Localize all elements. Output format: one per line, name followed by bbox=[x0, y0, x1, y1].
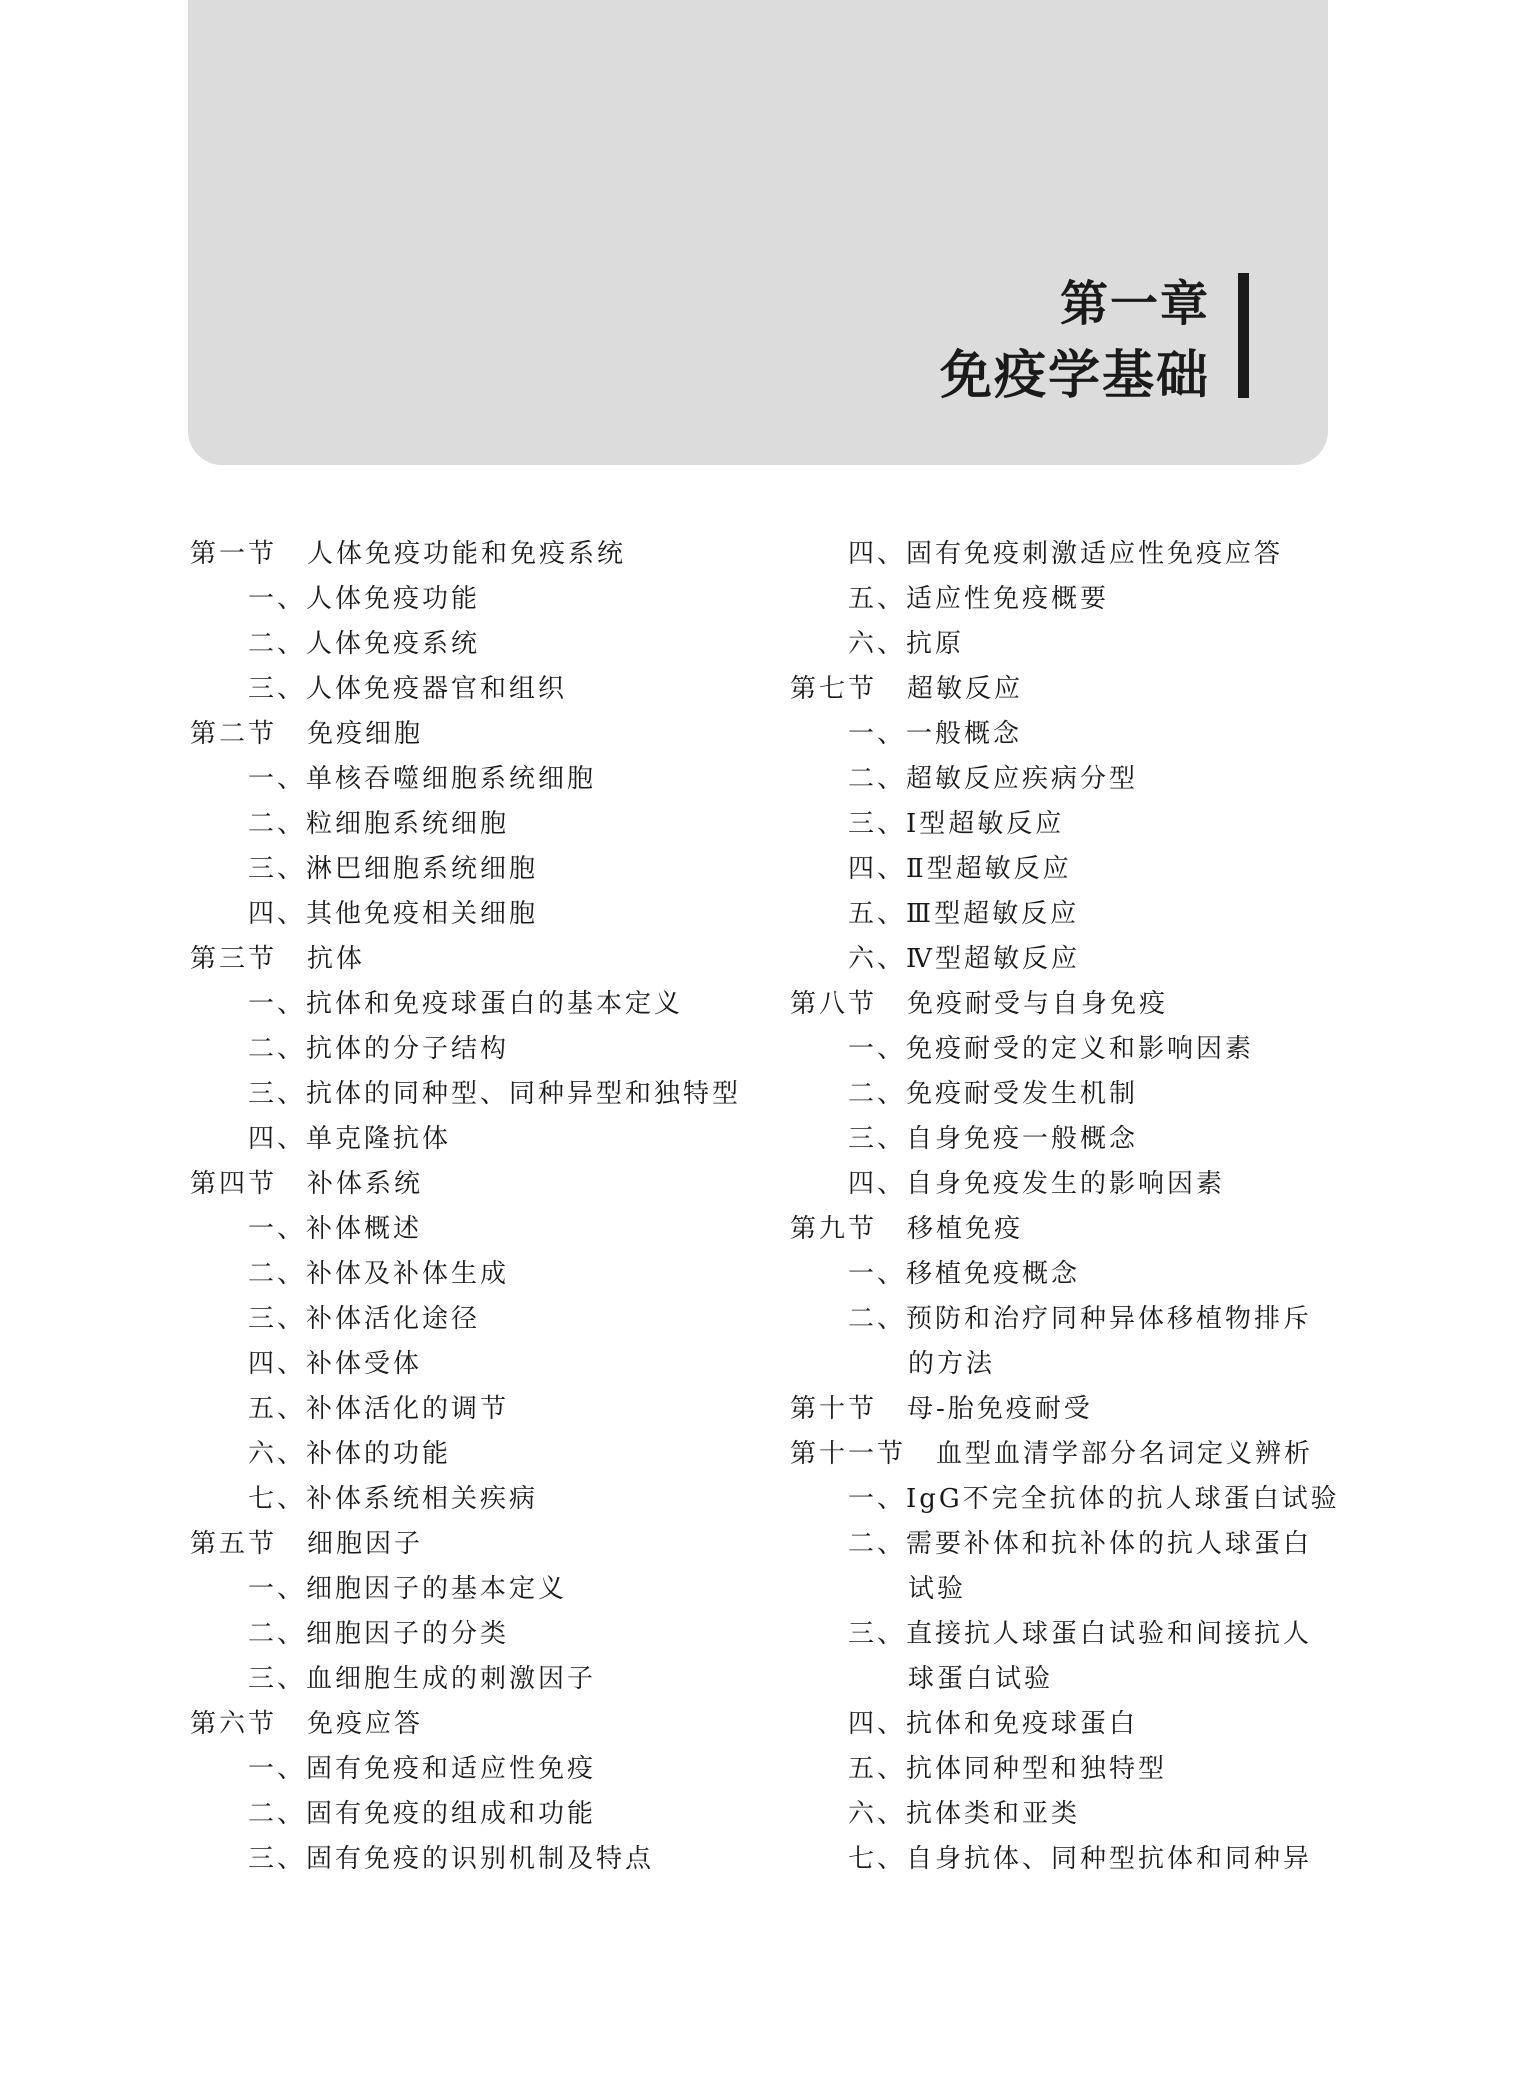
section-number: 第二节 bbox=[190, 719, 278, 749]
toc-subsection-entry[interactable] bbox=[790, 1252, 1330, 1297]
entry-text: 四、固有免疫刺激适应性免疫应答 bbox=[848, 539, 1284, 569]
entry-text: 二、固有免疫的组成和功能 bbox=[248, 1799, 597, 1829]
section-title: 细胞因子 bbox=[307, 1529, 424, 1559]
entry-text: 三、人体免疫器官和组织 bbox=[248, 674, 568, 704]
entry-text: 一、单核吞噬细胞系统细胞 bbox=[248, 764, 597, 794]
toc-subsection-entry[interactable] bbox=[190, 667, 750, 712]
toc-subsection-entry[interactable] bbox=[790, 802, 1330, 847]
toc-section-entry[interactable] bbox=[190, 532, 750, 577]
entry-text: 三、血细胞生成的刺激因子 bbox=[248, 1664, 597, 1694]
toc-subsection-entry[interactable] bbox=[190, 757, 750, 802]
section-number: 第四节 bbox=[190, 1169, 278, 1199]
entry-text: 一、抗体和免疫球蛋白的基本定义 bbox=[248, 989, 684, 1019]
entry-text: 五、抗体同种型和独特型 bbox=[848, 1754, 1168, 1784]
toc-subsection-entry[interactable] bbox=[790, 1027, 1330, 1072]
section-number: 第七节 bbox=[790, 674, 878, 704]
toc-subsection-entry[interactable] bbox=[190, 892, 750, 937]
entry-text: 四、补体受体 bbox=[248, 1349, 423, 1379]
toc-subsection-entry[interactable] bbox=[190, 1837, 750, 1882]
toc-section-entry[interactable] bbox=[790, 1387, 1330, 1432]
toc-subsection-entry[interactable] bbox=[790, 1117, 1330, 1162]
toc-subsection-entry[interactable] bbox=[190, 982, 750, 1027]
toc-subsection-entry[interactable] bbox=[190, 1792, 750, 1837]
entry-text: 三、固有免疫的识别机制及特点 bbox=[248, 1844, 655, 1874]
section-title: 抗体 bbox=[307, 944, 366, 974]
toc-subsection-entry[interactable] bbox=[790, 1162, 1330, 1207]
toc-subsection-entry[interactable] bbox=[790, 1612, 1330, 1657]
toc-right-column bbox=[790, 532, 1340, 1882]
section-title: 免疫细胞 bbox=[307, 719, 424, 749]
entry-text: 三、淋巴细胞系统细胞 bbox=[248, 854, 539, 884]
section-title: 血型血清学部分名词定义辨析 bbox=[936, 1439, 1314, 1469]
toc-section-entry[interactable] bbox=[790, 1207, 1330, 1252]
toc-subsection-entry[interactable] bbox=[790, 1792, 1330, 1837]
toc-subsection-entry[interactable] bbox=[190, 802, 750, 847]
toc-section-entry[interactable] bbox=[790, 1432, 1330, 1477]
chapter-accent-bar bbox=[1238, 273, 1249, 398]
toc-subsection-entry[interactable] bbox=[190, 1252, 750, 1297]
toc-subsection-entry[interactable] bbox=[790, 1837, 1330, 1882]
entry-text: 四、单克隆抗体 bbox=[248, 1124, 452, 1154]
toc-subsection-entry[interactable] bbox=[190, 577, 750, 622]
toc-subsection-entry[interactable] bbox=[790, 1072, 1330, 1117]
entry-text: 三、自身免疫一般概念 bbox=[848, 1124, 1139, 1154]
toc-subsection-entry[interactable] bbox=[190, 1117, 750, 1162]
entry-text: 二、超敏反应疾病分型 bbox=[848, 764, 1139, 794]
entry-text: 一、补体概述 bbox=[248, 1214, 423, 1244]
toc-subsection-entry[interactable] bbox=[790, 1522, 1330, 1567]
entry-text: 二、免疫耐受发生机制 bbox=[848, 1079, 1139, 1109]
entry-text: 二、细胞因子的分类 bbox=[248, 1619, 510, 1649]
toc-subsection-entry[interactable] bbox=[790, 757, 1330, 802]
entry-text: 试验 bbox=[908, 1574, 967, 1604]
toc-subsection-entry[interactable] bbox=[790, 712, 1330, 757]
entry-text: 二、需要补体和抗补体的抗人球蛋白 bbox=[848, 1529, 1313, 1559]
entry-text: 三、抗体的同种型、同种异型和独特型 bbox=[248, 1079, 742, 1109]
section-number: 第一节 bbox=[190, 539, 278, 569]
entry-text: 一、细胞因子的基本定义 bbox=[248, 1574, 568, 1604]
section-number: 第十一节 bbox=[790, 1439, 907, 1469]
entry-text: 四、Ⅱ型超敏反应 bbox=[848, 854, 1072, 884]
section-title: 移植免疫 bbox=[907, 1214, 1024, 1244]
toc-subsection-entry[interactable] bbox=[790, 892, 1330, 937]
toc-subsection-entry[interactable] bbox=[190, 1207, 750, 1252]
section-title: 免疫应答 bbox=[307, 1709, 424, 1739]
toc-section-entry[interactable] bbox=[190, 1702, 750, 1747]
entry-text: 三、直接抗人球蛋白试验和间接抗人 bbox=[848, 1619, 1313, 1649]
section-title: 补体系统 bbox=[307, 1169, 424, 1199]
toc-subsection-entry[interactable] bbox=[190, 1612, 750, 1657]
entry-text: 一、一般概念 bbox=[848, 719, 1023, 749]
toc-subsection-entry[interactable] bbox=[790, 847, 1330, 892]
chapter-number: 第一章 bbox=[1059, 276, 1210, 332]
entry-text: 六、补体的功能 bbox=[248, 1439, 452, 1469]
entry-text: 二、预防和治疗同种异体移植物排斥 bbox=[848, 1304, 1313, 1334]
toc-subsection-entry[interactable] bbox=[190, 1567, 750, 1612]
toc-section-entry[interactable] bbox=[190, 1522, 750, 1567]
entry-text: 二、粒细胞系统细胞 bbox=[248, 809, 510, 839]
section-title: 超敏反应 bbox=[907, 674, 1024, 704]
toc-subsection-entry[interactable] bbox=[790, 1747, 1330, 1792]
toc-entry-continuation[interactable] bbox=[790, 1342, 1330, 1387]
toc-subsection-entry[interactable] bbox=[790, 937, 1330, 982]
entry-text: 七、补体系统相关疾病 bbox=[248, 1484, 539, 1514]
toc-subsection-entry[interactable] bbox=[790, 532, 1330, 577]
entry-text: 球蛋白试验 bbox=[908, 1664, 1054, 1694]
entry-text: 四、抗体和免疫球蛋白 bbox=[848, 1709, 1139, 1739]
entry-text: 二、补体及补体生成 bbox=[248, 1259, 510, 1289]
section-number: 第三节 bbox=[190, 944, 278, 974]
section-number: 第五节 bbox=[190, 1529, 278, 1559]
entry-text: 一、人体免疫功能 bbox=[248, 584, 481, 614]
toc-subsection-entry[interactable] bbox=[190, 1657, 750, 1702]
toc-section-entry[interactable] bbox=[790, 982, 1330, 1027]
toc-subsection-entry[interactable] bbox=[790, 622, 1330, 667]
entry-text: 一、移植免疫概念 bbox=[848, 1259, 1081, 1289]
entry-text: 二、人体免疫系统 bbox=[248, 629, 481, 659]
toc-subsection-entry[interactable] bbox=[190, 847, 750, 892]
entry-text: 一、免疫耐受的定义和影响因素 bbox=[848, 1034, 1255, 1064]
toc-subsection-entry[interactable] bbox=[790, 1477, 1340, 1522]
toc-subsection-entry[interactable] bbox=[790, 577, 1330, 622]
chapter-heading bbox=[940, 272, 1210, 416]
toc-subsection-entry[interactable] bbox=[190, 1342, 750, 1387]
entry-text: 一、固有免疫和适应性免疫 bbox=[248, 1754, 597, 1784]
entry-text: 四、自身免疫发生的影响因素 bbox=[848, 1169, 1226, 1199]
entry-text: 四、其他免疫相关细胞 bbox=[248, 899, 539, 929]
toc-subsection-entry[interactable] bbox=[790, 1297, 1330, 1342]
toc-section-entry[interactable] bbox=[190, 712, 750, 757]
section-number: 第八节 bbox=[790, 989, 878, 1019]
toc-section-entry[interactable] bbox=[190, 937, 750, 982]
toc-entry-continuation[interactable] bbox=[790, 1567, 1330, 1612]
entry-text: 三、补体活化途径 bbox=[248, 1304, 481, 1334]
section-title: 免疫耐受与自身免疫 bbox=[907, 989, 1169, 1019]
entry-text: 三、Ⅰ型超敏反应 bbox=[848, 809, 1065, 839]
toc-subsection-entry[interactable] bbox=[190, 1432, 750, 1477]
toc-subsection-entry[interactable] bbox=[190, 1027, 750, 1072]
entry-text: 五、补体活化的调节 bbox=[248, 1394, 510, 1424]
section-number: 第六节 bbox=[190, 1709, 278, 1739]
section-number: 第十节 bbox=[790, 1394, 878, 1424]
entry-text: 二、抗体的分子结构 bbox=[248, 1034, 510, 1064]
toc-section-entry[interactable] bbox=[190, 1162, 750, 1207]
toc-left-column bbox=[190, 532, 750, 1882]
toc-subsection-entry[interactable] bbox=[790, 1702, 1330, 1747]
entry-text: 六、抗体类和亚类 bbox=[848, 1799, 1081, 1829]
toc-subsection-entry[interactable] bbox=[190, 1072, 750, 1117]
chapter-title: 免疫学基础 bbox=[939, 346, 1210, 406]
toc-subsection-entry[interactable] bbox=[190, 1477, 750, 1522]
entry-text: 一、IgG不完全抗体的抗人球蛋白试验 bbox=[848, 1484, 1340, 1514]
toc-subsection-entry[interactable] bbox=[190, 622, 750, 667]
section-title: 人体免疫功能和免疫系统 bbox=[307, 539, 627, 569]
section-number: 第九节 bbox=[790, 1214, 878, 1244]
entry-text: 七、自身抗体、同种型抗体和同种异 bbox=[848, 1844, 1313, 1874]
toc-subsection-entry[interactable] bbox=[190, 1297, 750, 1342]
entry-text: 五、适应性免疫概要 bbox=[848, 584, 1110, 614]
entry-text: 六、Ⅳ型超敏反应 bbox=[848, 944, 1080, 974]
entry-text: 五、Ⅲ型超敏反应 bbox=[848, 899, 1080, 929]
toc-section-entry[interactable] bbox=[790, 667, 1330, 712]
entry-text: 六、抗原 bbox=[848, 629, 965, 659]
toc-subsection-entry[interactable] bbox=[190, 1747, 750, 1792]
section-title: 母-胎免疫耐受 bbox=[907, 1394, 1093, 1424]
entry-text: 的方法 bbox=[908, 1349, 996, 1379]
toc-subsection-entry[interactable] bbox=[190, 1387, 750, 1432]
toc-entry-continuation[interactable] bbox=[790, 1657, 1330, 1702]
